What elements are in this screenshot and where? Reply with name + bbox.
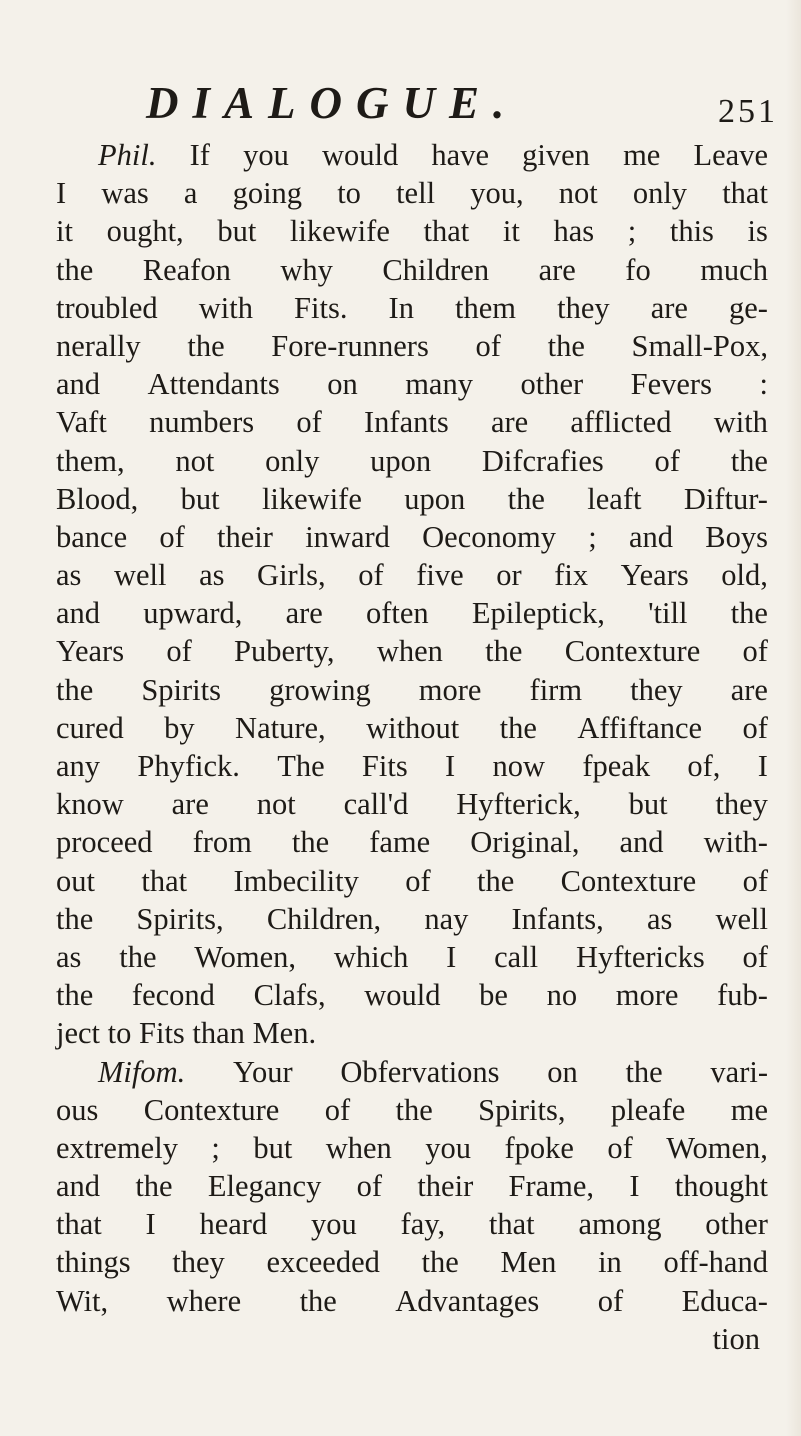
text-line: the fecond Clafs, would be no more fub-	[56, 978, 768, 1013]
text-line: nerally the Fore-runners of the Small-Pox,	[56, 328, 768, 363]
text-line: the Reafon why Children are fo much	[56, 252, 768, 287]
text-line: extremely ; but when you fpoke of Women,	[56, 1130, 768, 1165]
text-line: Mifom. Your Obfervations on the vari-	[98, 1054, 768, 1089]
text-line: proceed from the fame Original, and with-	[56, 825, 768, 860]
text-line: ous Contexture of the Spirits, pleafe me	[56, 1092, 768, 1127]
text-line: cured by Nature, without the Affiftance of	[56, 710, 768, 745]
page-number: 251	[718, 93, 778, 130]
text-line: Blood, but likewife upon the leaft Diftur-	[56, 481, 768, 516]
text-line: out that Imbecility of the Contexture of	[56, 863, 768, 898]
text-line: ject to Fits than Men.	[56, 1016, 317, 1051]
text-line: Phil. If you would have given me Leave	[98, 138, 768, 172]
text-line: Vaft numbers of Infants are afflicted with	[56, 405, 768, 440]
text-line: tion	[712, 1321, 760, 1356]
text-line: any Phyfick. The Fits I now fpeak of, I	[56, 749, 768, 783]
text-line: it ought, but likewife that it has ; this is	[56, 214, 768, 249]
text-line: the Spirits growing more firm they are	[56, 672, 768, 707]
text-line: things they exceeded the Men in off-hand	[56, 1245, 768, 1280]
text-line: and upward, are often Epileptick, 'till the	[56, 596, 768, 631]
text-line: and the Elegancy of their Frame, I thought	[56, 1169, 768, 1204]
text-line: Years of Puberty, when the Contexture of	[56, 634, 768, 669]
text-line: them, not only upon Difcrafies of the	[56, 443, 768, 478]
text-line: know are not call'd Hyfterick, but they	[56, 787, 768, 822]
page-edge	[786, 0, 801, 1436]
text-line: as the Women, which I call Hyftericks of	[56, 939, 768, 974]
text-line: troubled with Fits. In them they are ge-	[56, 290, 768, 325]
text-line: the Spirits, Children, nay Infants, as well	[56, 901, 768, 936]
text-line: Wit, where the Advantages of Educa-	[56, 1283, 768, 1318]
text-line: bance of their inward Oeconomy ; and Boys	[56, 519, 768, 554]
text-line: that I heard you fay, that among other	[56, 1207, 768, 1242]
body-text	[56, 136, 768, 1358]
running-head	[0, 78, 801, 138]
text-line: as well as Girls, of five or fix Years old,	[56, 558, 768, 593]
text-line: and Attendants on many other Fevers :	[56, 367, 768, 402]
running-title: DIALOGUE.	[146, 78, 519, 128]
text-line: I was a going to tell you, not only that	[56, 176, 768, 211]
